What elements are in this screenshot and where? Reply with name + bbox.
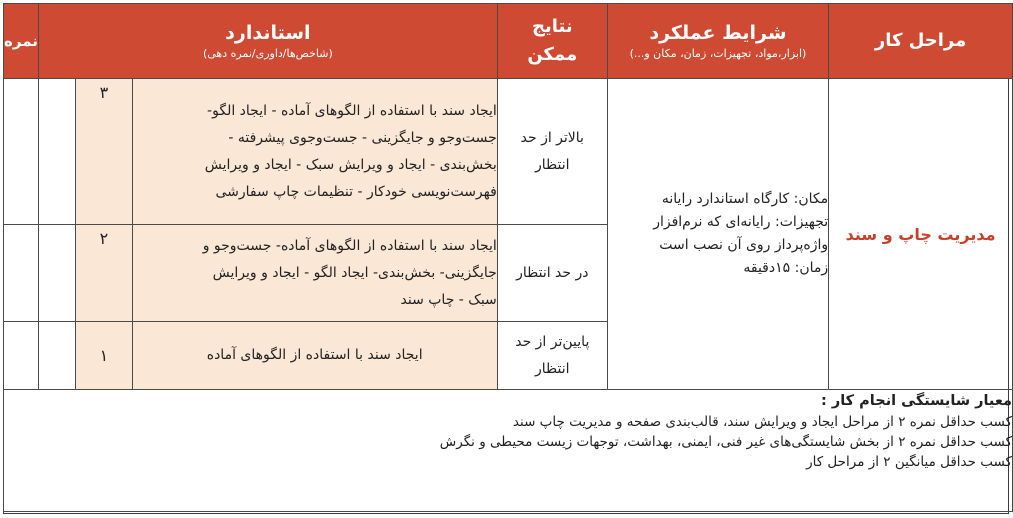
criteria-line: کسب حداقل نمره ۲ از مراحل ایجاد و ویرایش سند، قالب‌بندی صفحه و مدیریت چاپ سند	[512, 414, 1012, 430]
standard-cell: ایجاد سند با استفاده از الگوهای آماده - ایجاد الگو- جست‌وجو و جایگزینی - جست‌وجوی پیشرفته - بخش‌بندی - ایجاد و ویرایش سبک - ایجاد و ویرایش فهرست‌نویسی خودکار - تنظیمات چاپ سفارشی	[132, 79, 497, 225]
header-results: نتایج ممکن	[497, 4, 607, 79]
result-cell: بالاتر از حد انتظار	[497, 79, 607, 225]
score-value: ۲	[76, 225, 132, 322]
header-row	[4, 4, 1013, 79]
score-blank	[38, 225, 75, 322]
work-conditions	[607, 79, 828, 390]
score-value: ۱	[76, 322, 132, 390]
header-standard: استاندارد (شاخص‌ها/داوری/نمره دهی)	[38, 4, 497, 79]
condition-line: مکان: کارگاه استاندارد رایانه	[661, 191, 829, 207]
condition-line: واژه‌پرداز روی آن نصب است	[659, 237, 829, 253]
assessment-table	[3, 3, 1013, 512]
header-score: نمره	[4, 4, 39, 79]
competency-criteria	[4, 390, 1013, 512]
criteria-title: معیار شایستگی انجام کار :	[821, 393, 1012, 409]
result-cell: پایین‌تر از حد انتظار	[497, 322, 607, 390]
score-blank	[4, 225, 39, 322]
criteria-row	[4, 390, 1013, 512]
header-stages: مراحل کار	[829, 4, 1013, 79]
score-blank	[4, 322, 39, 390]
table-row	[4, 79, 1013, 225]
stage-name: مدیریت چاپ و سند	[829, 79, 1013, 390]
condition-line: زمان: ۱۵دقیقه	[743, 260, 829, 276]
result-cell: در حد انتظار	[497, 225, 607, 322]
header-conditions: شرایط عملکرد (ابزار،مواد، تجهیزات، زمان، مکان و...)	[607, 4, 828, 79]
score-value: ۳	[76, 79, 132, 225]
criteria-line: کسب حداقل میانگین ۲ از مراحل کار	[806, 454, 1012, 470]
score-blank	[38, 79, 75, 225]
condition-line: تجهیزات: رایانه‌ای که نرم‌افزار	[653, 214, 829, 230]
standard-cell: ایجاد سند با استفاده از الگوهای آماده	[132, 322, 497, 390]
score-blank	[4, 79, 39, 225]
standard-cell: ایجاد سند با استفاده از الگوهای آماده- جست‌وجو و جایگزینی- بخش‌بندی- ایجاد الگو - ایجاد و ویرایش سبک - چاپ سند	[132, 225, 497, 322]
criteria-line: کسب حداقل نمره ۲ از بخش شایستگی‌های غیر فنی، ایمنی، بهداشت، توجهات زیست محیطی و نگرش	[439, 434, 1012, 450]
score-blank	[38, 322, 75, 390]
